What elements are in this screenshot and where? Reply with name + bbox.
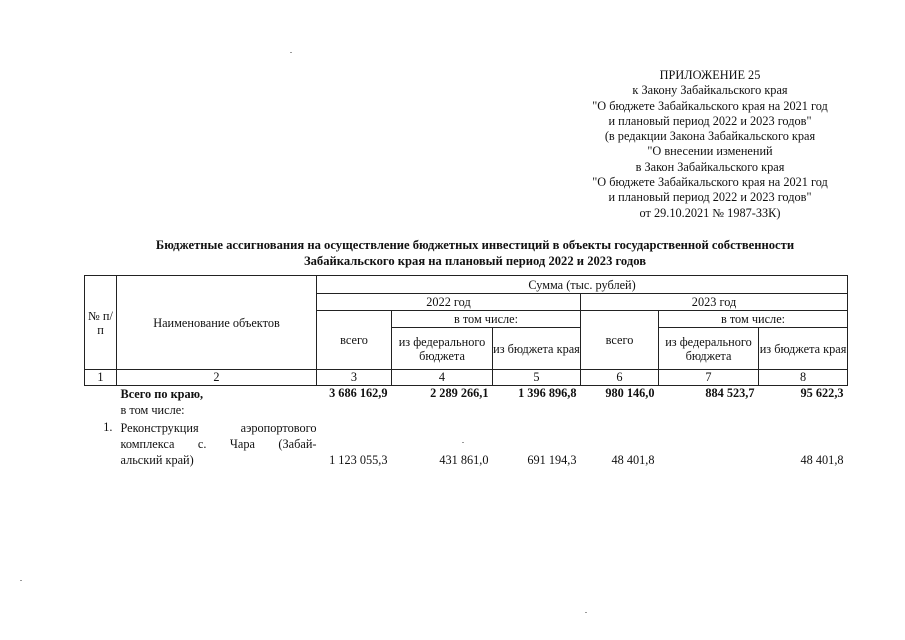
header-sum: Сумма (тыс. рублей) — [317, 276, 848, 294]
appendix-line: "О бюджете Забайкальского края на 2021 год — [592, 98, 828, 113]
total-sublabel: в том числе: — [120, 403, 185, 417]
total-value: 884 523,7 — [705, 386, 755, 400]
col-number: 8 — [759, 370, 848, 386]
title-line-2: Забайкальского края на плановый период 2022 и 2023 годов — [303, 254, 647, 268]
appendix-line: от 29.10.2021 № 1987-ЗЗК) — [639, 205, 781, 220]
appendix-line: к Закону Забайкальского края — [632, 83, 788, 98]
row-index: 1. — [103, 419, 113, 434]
appendix-line: и плановый период 2022 и 2023 годов" — [608, 190, 812, 205]
row-value: 48 401,8 — [611, 452, 655, 467]
row-value: 48 401,8 — [800, 452, 844, 467]
total-value: 2 289 266,1 — [430, 386, 489, 400]
header-regional-2022: из бюджета края — [493, 328, 581, 370]
col-number: 4 — [392, 370, 493, 386]
appendix-line: в Закон Забайкальского края — [635, 159, 785, 174]
total-row — [85, 386, 848, 420]
header-federal-2022: из федерального бюджета — [392, 328, 493, 370]
header-incl-2023: в том числе: — [659, 311, 848, 328]
row-value: 1 123 055,3 — [329, 452, 388, 467]
object-name — [117, 420, 317, 468]
header-incl-2022: в том числе: — [392, 311, 581, 328]
header-no: № п/п — [85, 276, 117, 370]
scan-speck — [462, 442, 464, 443]
appendix-line: "О бюджете Забайкальского края на 2021 год — [592, 175, 828, 190]
col-number: 1 — [85, 370, 117, 386]
appendix-line: и плановый период 2022 и 2023 годов" — [608, 113, 812, 128]
appendix-line: (в редакции Закона Забайкальского края — [604, 129, 816, 144]
object-name-line: комплекса с. Чара (Забай- — [120, 436, 317, 451]
row-value: 691 194,3 — [527, 452, 577, 467]
row-value: 431 861,0 — [439, 452, 489, 467]
header-row-sum — [85, 276, 848, 294]
total-label: Всего по краю, — [120, 387, 204, 401]
total-index — [85, 386, 117, 420]
total-value: 3 686 162,9 — [329, 386, 388, 400]
scan-speck — [20, 580, 22, 581]
col-number: 5 — [493, 370, 581, 386]
header-year-2023: 2023 год — [581, 294, 848, 311]
col-number: 2 — [117, 370, 317, 386]
header-total-2023: всего — [581, 311, 659, 370]
col-number: 6 — [581, 370, 659, 386]
total-label-cell — [117, 386, 317, 420]
appendix-header — [560, 68, 860, 221]
header-total-2022: всего — [317, 311, 392, 370]
header-name: Наименование объектов — [117, 276, 317, 370]
document-title — [80, 237, 870, 269]
object-name-line: альский край) — [120, 452, 194, 467]
appendix-line: ПРИЛОЖЕНИЕ 25 — [659, 68, 761, 82]
total-value: 980 146,0 — [605, 386, 655, 400]
scan-speck — [585, 612, 587, 613]
budget-table — [84, 275, 848, 468]
col-number: 3 — [317, 370, 392, 386]
header-regional-2023: из бюджета края — [759, 328, 848, 370]
table-row — [85, 420, 848, 468]
total-value: 1 396 896,8 — [518, 386, 577, 400]
column-number-row — [85, 370, 848, 386]
title-line-1: Бюджетные ассигнования на осуществление бюджетных инвестиций в объекты государственной собственности — [155, 238, 795, 252]
total-value: 95 622,3 — [800, 386, 844, 400]
col-number: 7 — [659, 370, 759, 386]
row-value — [659, 420, 759, 468]
appendix-line: "О внесении изменений — [647, 144, 773, 159]
header-year-2022: 2022 год — [317, 294, 581, 311]
scan-speck — [290, 52, 292, 53]
object-name-line: Реконструкция аэропортового — [120, 420, 317, 435]
header-federal-2023: из федерального бюджета — [659, 328, 759, 370]
